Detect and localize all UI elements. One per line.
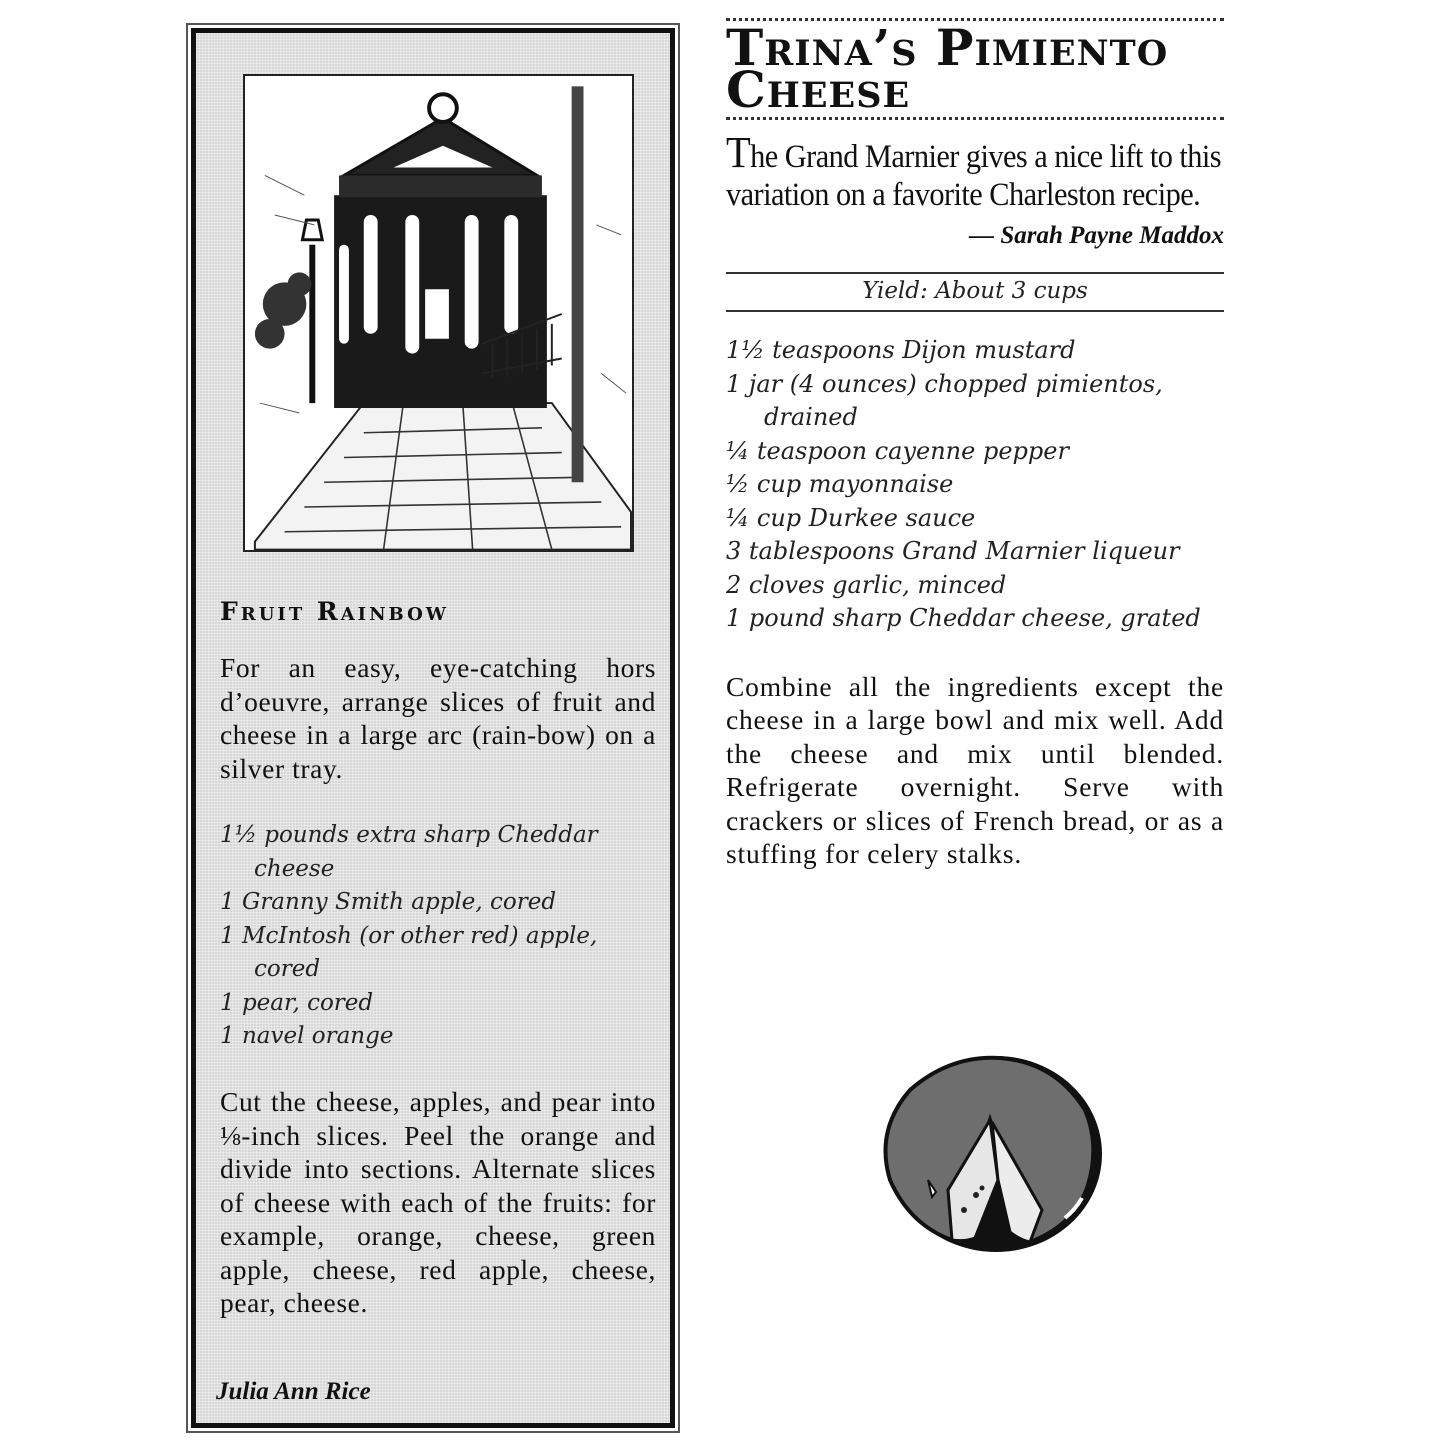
sidebar-ingredient-list <box>220 819 656 1054</box>
recipe-title <box>726 18 1224 119</box>
ingredient-item: 2 cloves garlic, minced <box>726 570 1007 599</box>
sidebar-panel <box>191 28 675 1428</box>
drop-cap: T <box>726 128 751 177</box>
ingredient-item: 3 tablespoons Grand Marnier liqueur <box>726 537 1180 565</box>
ingredient-item: 1 McIntosh (or other red) apple, cored <box>220 922 598 982</box>
recipe-attribution: — Sarah Payne Maddox <box>969 222 1224 249</box>
recipe-title-line-2: Cheese <box>726 60 911 119</box>
ingredient-item: 1 pear, cored <box>220 989 374 1016</box>
ingredient-item: ¼ cup Durkee sauce <box>726 503 976 532</box>
sidebar-title: Fruit Rainbow <box>220 597 449 626</box>
ingredient-item: 1 Granny Smith apple, cored <box>220 889 557 915</box>
sidebar-credit: Julia Ann Rice <box>216 1378 371 1405</box>
sidebar-box <box>186 23 680 1433</box>
recipe-intro-text: he Grand Marnier gives a nice lift to this variation on a favorite Charleston recipe. <box>726 139 1222 213</box>
ingredient-item: 1½ teaspoons Dijon mustard <box>726 336 1076 364</box>
yield-block <box>726 272 1224 312</box>
cheese-wheel-illustration <box>870 1050 1110 1260</box>
ingredient-item: 1 navel orange <box>220 1023 394 1049</box>
church-illustration <box>243 74 634 552</box>
recipe-title-line-1: Trina’s Pimiento <box>726 18 1169 77</box>
ingredient-item: 1½ pounds extra sharp Cheddar cheese <box>220 822 598 882</box>
recipe-intro <box>726 128 1223 214</box>
recipe-column <box>726 18 1224 871</box>
cheese-wheel-icon <box>870 1050 1110 1260</box>
sidebar-intro: For an easy, eye-catching hors d’oeuvre, arrange slices of fruit and cheese in a large arc (rain-bow) on a silver tray. <box>220 652 656 784</box>
ingredient-item: 1 jar (4 ounces) chopped pimientos, drained <box>726 369 1163 431</box>
ingredient-item: 1 pound sharp Cheddar cheese, grated <box>726 604 1201 632</box>
sidebar-method: Cut the cheese, apples, and pear into ⅛-inch slices. Peel the orange and divide into sections. Alternate slices of cheese with each of the fruits: for example, orange, cheese, green apple, cheese, red apple, cheese, pear, cheese. <box>220 1086 656 1318</box>
recipe-ingredient-list <box>726 334 1224 636</box>
yield-text: Yield: About 3 cups <box>862 278 1088 304</box>
ingredient-item: ¼ teaspoon cayenne pepper <box>726 436 1069 465</box>
church-drawing-icon <box>245 76 632 550</box>
ingredient-item: ½ cup mayonnaise <box>726 470 954 498</box>
recipe-method: Combine all the ingredients except the cheese in a large bowl and mix well. Add the cheese and mix until blended. Refrigerate overnight. Serve with crackers or slices of French bread, or as a stuffing for celery stalks. <box>726 670 1224 869</box>
